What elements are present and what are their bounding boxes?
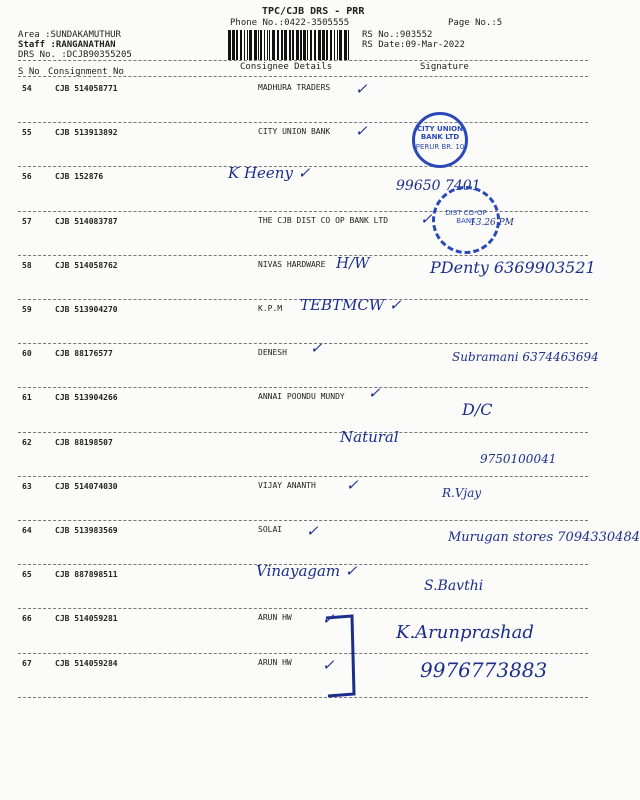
row-consignee: DENESH bbox=[258, 348, 287, 358]
row-consignee: THE CJB DIST CO OP BANK LTD bbox=[258, 215, 389, 225]
phone-number: Phone No.:0422-3505555 bbox=[230, 18, 350, 28]
bank-stamp bbox=[412, 112, 468, 168]
barcode bbox=[228, 30, 350, 60]
row-consignee: ARUN HW bbox=[258, 657, 292, 667]
row-divider bbox=[18, 697, 588, 698]
document-title: TPC/CJB DRS - PRR bbox=[262, 6, 365, 17]
row-consignment-no: CJB 152876 bbox=[55, 172, 104, 182]
row-consignee: ANNAI POONDU MUNDY bbox=[258, 392, 345, 402]
row-sno: 65 bbox=[22, 570, 32, 580]
row-handwritten-mark: Natural bbox=[340, 428, 399, 446]
column-consignment: Consignment No bbox=[48, 67, 124, 77]
row-handwritten-mark: ✓ bbox=[322, 656, 335, 674]
row-divider bbox=[18, 608, 588, 609]
row-consignment-no: CJB 887898511 bbox=[55, 570, 118, 580]
bank-stamp-subtext: PERUR BR. 10 bbox=[415, 143, 465, 151]
rs-number: RS No.:903552 bbox=[362, 30, 433, 40]
row-divider bbox=[18, 211, 588, 212]
row-signature: D/C bbox=[462, 400, 493, 419]
row-signature: R.Vjay bbox=[442, 486, 482, 500]
row-sno: 61 bbox=[22, 393, 32, 403]
row-sno: 55 bbox=[22, 128, 32, 138]
row-divider bbox=[18, 653, 588, 654]
staff-label: Staff :RANGANATHAN bbox=[18, 40, 116, 50]
row-handwritten-mark: ✓ bbox=[322, 610, 335, 628]
row-consignee: ARUN HW bbox=[258, 613, 292, 623]
row-consignment-no: CJB 514058762 bbox=[55, 260, 118, 270]
column-sno: S No bbox=[18, 67, 40, 77]
bank-stamp-text: CITY UNION BANK LTD bbox=[417, 125, 463, 141]
row-signature: Murugan stores 7094330484 bbox=[448, 530, 640, 545]
row-divider bbox=[18, 520, 588, 521]
row-signature: 13.26 PM bbox=[470, 218, 514, 228]
row-sno: 64 bbox=[22, 526, 32, 535]
row-signature: K.Arunprashad bbox=[396, 622, 534, 643]
row-signature: PDenty 6369903521 bbox=[430, 258, 596, 277]
row-sno: 59 bbox=[22, 305, 32, 314]
row-sno: 60 bbox=[22, 349, 32, 359]
row-handwritten-mark: ✓ bbox=[355, 80, 368, 98]
row-handwritten-mark: H/W bbox=[336, 254, 370, 272]
row-handwritten-mark: K Heeny ✓ bbox=[228, 164, 311, 182]
row-handwritten-mark: ✓ bbox=[368, 384, 381, 402]
row-consignment-no: CJB 514059284 bbox=[55, 658, 118, 668]
row-handwritten-mark: ✓ bbox=[310, 339, 323, 357]
row-handwritten-mark: ✓ bbox=[306, 522, 319, 540]
row-divider bbox=[18, 343, 588, 344]
row-sno: 63 bbox=[22, 481, 32, 491]
row-signature: 99650 7401 bbox=[396, 178, 481, 194]
row-consignment-no: CJB 514058771 bbox=[55, 84, 118, 93]
row-handwritten-mark: Vinayagam ✓ bbox=[256, 562, 358, 580]
rs-date: RS Date:09-Mar-2022 bbox=[362, 40, 465, 50]
row-consignment-no: CJB 513983569 bbox=[55, 526, 118, 535]
row-sno: 57 bbox=[22, 216, 32, 226]
row-divider bbox=[18, 476, 588, 477]
row-consignment-no: CJB 514074030 bbox=[55, 481, 118, 491]
row-sno: 58 bbox=[22, 260, 32, 270]
row-consignee: NIVAS HARDWARE bbox=[258, 259, 326, 269]
column-signature: Signature bbox=[420, 62, 469, 72]
row-sno: 66 bbox=[22, 614, 32, 624]
header-divider bbox=[18, 60, 588, 61]
row-consignment-no: CJB 513904266 bbox=[55, 393, 118, 403]
page-number: Page No.:5 bbox=[448, 18, 503, 28]
row-consignee: CITY UNION BANK bbox=[258, 127, 331, 137]
handwritten-bracket bbox=[318, 612, 362, 702]
drs-number: DRS No. :DCJB90355205 bbox=[18, 50, 132, 60]
row-consignment-no: CJB 88176577 bbox=[55, 349, 113, 359]
row-signature: 9976773883 bbox=[420, 658, 548, 682]
row-consignment-no: CJB 513904270 bbox=[55, 305, 118, 314]
row-handwritten-mark: TEBTMCW ✓ bbox=[300, 296, 402, 314]
row-signature: 9750100041 bbox=[480, 452, 557, 466]
coop-stamp-text: DIST CO-OP BANK bbox=[445, 209, 487, 225]
row-sno: 56 bbox=[22, 172, 32, 182]
row-divider bbox=[18, 387, 588, 388]
row-consignee: MADHURA TRADERS bbox=[258, 83, 331, 92]
row-consignee: K.P.M bbox=[258, 304, 283, 313]
row-consignment-no: CJB 514059281 bbox=[55, 614, 118, 624]
column-consignee: Consignee Details bbox=[240, 62, 333, 72]
row-divider bbox=[18, 255, 588, 256]
row-consignee: SOLAI bbox=[258, 525, 283, 534]
row-sno: 54 bbox=[22, 84, 32, 93]
row-consignment-no: CJB 514083787 bbox=[55, 216, 118, 226]
row-signature: Subramani 6374463694 bbox=[452, 350, 599, 364]
row-divider bbox=[18, 122, 588, 123]
row-sno: 67 bbox=[22, 658, 32, 668]
row-divider bbox=[18, 432, 588, 433]
coop-stamp bbox=[432, 186, 500, 254]
header-bottom-divider bbox=[18, 76, 588, 77]
row-signature: S.Bavthi bbox=[424, 578, 484, 594]
row-consignee: VIJAY ANANTH bbox=[258, 480, 316, 490]
row-handwritten-mark: ✓ bbox=[346, 476, 359, 494]
row-consignment-no: CJB 513913892 bbox=[55, 128, 118, 138]
area-label: Area :SUNDAKAMUTHUR bbox=[18, 30, 121, 40]
row-sno: 62 bbox=[22, 437, 32, 447]
row-consignment-no: CJB 88198507 bbox=[55, 437, 113, 447]
row-handwritten-mark: ✓ bbox=[420, 210, 433, 228]
row-handwritten-mark: ✓ bbox=[355, 122, 368, 140]
